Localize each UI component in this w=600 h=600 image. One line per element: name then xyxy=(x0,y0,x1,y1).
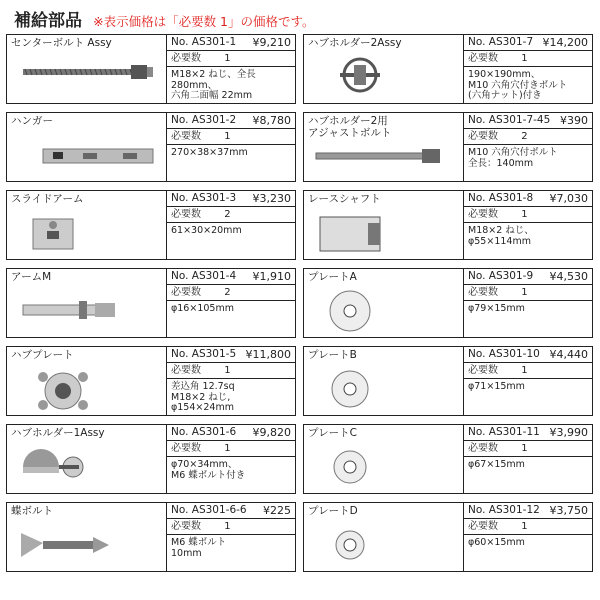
part-picture-cell xyxy=(304,191,464,259)
part-spec: M18×2 ねじ、全長 280mm、 六角二面幅 22mm xyxy=(171,69,256,101)
qty-value: 1 xyxy=(521,365,528,376)
part-price: ¥3,230 xyxy=(252,192,291,205)
part-qty-row xyxy=(167,441,295,457)
part-spec: φ67×15mm xyxy=(468,459,525,470)
part-card-12 xyxy=(303,346,593,416)
hanger-icon xyxy=(13,133,159,177)
part-price: ¥9,820 xyxy=(252,426,291,439)
part-number: No. AS301-9 xyxy=(468,270,534,282)
part-name: ハンガー xyxy=(11,115,53,127)
part-info xyxy=(167,269,295,337)
part-info xyxy=(464,269,592,337)
part-picture-cell xyxy=(304,503,464,571)
part-number-row xyxy=(167,191,295,207)
part-card-14 xyxy=(303,502,593,572)
qty-label: 必要数 xyxy=(171,365,201,376)
part-qty-row xyxy=(167,363,295,379)
part-number-row xyxy=(167,113,295,129)
part-info xyxy=(167,191,295,259)
part-number: No. AS301-10 xyxy=(468,348,540,360)
part-spec: φ70×34mm、 M6 蝶ボルト付き xyxy=(171,459,246,481)
qty-value: 1 xyxy=(521,209,528,220)
part-picture-cell xyxy=(7,191,167,259)
part-picture-cell xyxy=(304,347,464,415)
part-qty-row xyxy=(167,51,295,67)
part-picture-cell xyxy=(7,269,167,337)
part-spec: 190×190mm、 M10 六角穴付きボルト (六角ナット)付き xyxy=(468,69,568,101)
part-spec: M18×2 ねじ、 φ55×114mm xyxy=(468,225,534,247)
page-header xyxy=(14,6,315,31)
part-number: No. AS301-12 xyxy=(468,504,540,516)
part-spec: φ71×15mm xyxy=(468,381,525,392)
part-number-row xyxy=(464,113,592,129)
part-card-13 xyxy=(303,424,593,494)
part-card-1 xyxy=(6,34,296,104)
part-price: ¥14,200 xyxy=(542,36,588,49)
part-spec: 差込角 12.7sq M18×2 ねじ, φ154×24mm xyxy=(171,381,235,413)
part-info xyxy=(464,503,592,571)
part-qty-row xyxy=(464,285,592,301)
part-name: ハブホルダー1Assy xyxy=(11,427,105,439)
part-name: プレートA xyxy=(308,271,357,283)
arm-m-icon xyxy=(13,289,159,333)
qty-value: 1 xyxy=(521,521,528,532)
part-picture-cell xyxy=(7,425,167,493)
part-number: No. AS301-6-6 xyxy=(171,504,247,516)
part-price: ¥4,530 xyxy=(549,270,588,283)
qty-label: 必要数 xyxy=(468,365,498,376)
part-picture-cell xyxy=(304,35,464,103)
parts-grid xyxy=(6,34,594,594)
part-number-row xyxy=(464,347,592,363)
part-price: ¥390 xyxy=(560,114,588,127)
qty-value: 1 xyxy=(224,365,231,376)
part-info xyxy=(167,35,295,103)
part-info xyxy=(464,191,592,259)
part-number: No. AS301-2 xyxy=(171,114,237,126)
plate-d-icon xyxy=(310,523,456,567)
part-spec: M10 六角穴付ボルト 全長：140mm xyxy=(468,147,558,169)
qty-label: 必要数 xyxy=(468,287,498,298)
part-qty-row xyxy=(167,285,295,301)
plate-c-icon xyxy=(310,445,456,489)
part-price: ¥8,780 xyxy=(252,114,291,127)
part-qty-row xyxy=(167,129,295,145)
part-number: No. AS301-7 xyxy=(468,36,534,48)
part-picture-cell xyxy=(7,503,167,571)
part-number-row xyxy=(167,269,295,285)
part-card-5 xyxy=(6,346,296,416)
part-card-7 xyxy=(6,502,296,572)
part-price: ¥4,440 xyxy=(549,348,588,361)
slide-arm-icon xyxy=(13,211,159,255)
part-name: センターボルト Assy xyxy=(11,37,112,49)
part-number-row xyxy=(167,347,295,363)
part-price: ¥1,910 xyxy=(252,270,291,283)
part-price: ¥9,210 xyxy=(252,36,291,49)
part-spec: φ16×105mm xyxy=(171,303,234,314)
part-info xyxy=(464,347,592,415)
part-card-6 xyxy=(6,424,296,494)
part-number-row xyxy=(464,35,592,51)
qty-value: 1 xyxy=(224,53,231,64)
plate-a-icon xyxy=(310,289,456,333)
price-note: ※表示価格は「必要数 1」の価格です。 xyxy=(93,14,315,29)
part-name: ハブホルダー2用 アジャストボルト xyxy=(308,115,392,139)
part-card-11 xyxy=(303,268,593,338)
qty-label: 必要数 xyxy=(171,521,201,532)
part-number: No. AS301-6 xyxy=(171,426,237,438)
qty-label: 必要数 xyxy=(171,287,201,298)
part-qty-row xyxy=(167,207,295,223)
part-picture-cell xyxy=(304,425,464,493)
part-spec: M6 蝶ボルト 10mm xyxy=(171,537,227,559)
hub-plate-icon xyxy=(13,367,159,411)
part-number: No. AS301-11 xyxy=(468,426,540,438)
part-name: プレートB xyxy=(308,349,357,361)
qty-label: 必要数 xyxy=(468,131,498,142)
part-name: ハブホルダー2Assy xyxy=(308,37,402,49)
part-number: No. AS301-3 xyxy=(171,192,237,204)
part-name: ハブプレート xyxy=(11,349,74,361)
race-shaft-icon xyxy=(310,211,456,255)
part-name: レースシャフト xyxy=(308,193,381,205)
part-number: No. AS301-7-45 xyxy=(468,114,551,126)
part-qty-row xyxy=(464,363,592,379)
page-title: 補給部品 xyxy=(14,11,82,31)
part-name: アームM xyxy=(11,271,52,283)
adjust-bolt-icon xyxy=(310,133,456,177)
part-number-row xyxy=(464,503,592,519)
part-qty-row xyxy=(464,129,592,145)
part-number-row xyxy=(167,35,295,51)
part-number-row xyxy=(464,425,592,441)
part-number-row xyxy=(464,269,592,285)
plate-b-icon xyxy=(310,367,456,411)
part-picture-cell xyxy=(7,347,167,415)
part-picture-cell xyxy=(304,113,464,181)
qty-label: 必要数 xyxy=(171,131,201,142)
part-number-row xyxy=(167,425,295,441)
part-price: ¥11,800 xyxy=(245,348,291,361)
hub-holder-1-icon xyxy=(13,445,159,489)
part-number-row xyxy=(167,503,295,519)
part-name: スライドアーム xyxy=(11,193,84,205)
part-name: プレートC xyxy=(308,427,357,439)
part-spec: 270×38×37mm xyxy=(171,147,248,158)
part-info xyxy=(167,347,295,415)
qty-value: 2 xyxy=(521,131,528,142)
part-price: ¥3,750 xyxy=(549,504,588,517)
part-name: 蝶ボルト xyxy=(11,505,53,517)
part-price: ¥7,030 xyxy=(549,192,588,205)
hub-holder-2-icon xyxy=(310,55,456,99)
qty-label: 必要数 xyxy=(468,53,498,64)
qty-value: 1 xyxy=(224,521,231,532)
qty-label: 必要数 xyxy=(171,53,201,64)
part-card-9 xyxy=(303,112,593,182)
part-card-2 xyxy=(6,112,296,182)
part-number: No. AS301-4 xyxy=(171,270,237,282)
part-price: ¥225 xyxy=(263,504,291,517)
part-picture-cell xyxy=(7,35,167,103)
part-number: No. AS301-8 xyxy=(468,192,534,204)
qty-label: 必要数 xyxy=(468,521,498,532)
part-picture-cell xyxy=(304,269,464,337)
part-qty-row xyxy=(464,441,592,457)
part-qty-row xyxy=(464,519,592,535)
part-number: No. AS301-5 xyxy=(171,348,237,360)
qty-value: 2 xyxy=(224,287,231,298)
part-info xyxy=(464,113,592,181)
qty-label: 必要数 xyxy=(468,209,498,220)
part-number: No. AS301-1 xyxy=(171,36,237,48)
center-bolt-icon xyxy=(13,55,159,99)
part-spec: φ60×15mm xyxy=(468,537,525,548)
qty-label: 必要数 xyxy=(171,209,201,220)
part-qty-row xyxy=(464,51,592,67)
part-info xyxy=(167,503,295,571)
part-price: ¥3,990 xyxy=(549,426,588,439)
wing-bolt-icon xyxy=(13,523,159,567)
part-number-row xyxy=(464,191,592,207)
part-info xyxy=(464,425,592,493)
part-name: プレートD xyxy=(308,505,358,517)
qty-value: 1 xyxy=(521,53,528,64)
part-qty-row xyxy=(464,207,592,223)
part-card-4 xyxy=(6,268,296,338)
part-card-8 xyxy=(303,34,593,104)
part-qty-row xyxy=(167,519,295,535)
part-info xyxy=(167,425,295,493)
part-card-3 xyxy=(6,190,296,260)
part-info xyxy=(167,113,295,181)
qty-value: 1 xyxy=(521,443,528,454)
part-spec: φ79×15mm xyxy=(468,303,525,314)
qty-value: 1 xyxy=(224,443,231,454)
part-picture-cell xyxy=(7,113,167,181)
qty-value: 1 xyxy=(521,287,528,298)
qty-label: 必要数 xyxy=(171,443,201,454)
qty-value: 1 xyxy=(224,131,231,142)
part-info xyxy=(464,35,592,103)
part-spec: 61×30×20mm xyxy=(171,225,242,236)
qty-label: 必要数 xyxy=(468,443,498,454)
part-card-10 xyxy=(303,190,593,260)
qty-value: 2 xyxy=(224,209,231,220)
